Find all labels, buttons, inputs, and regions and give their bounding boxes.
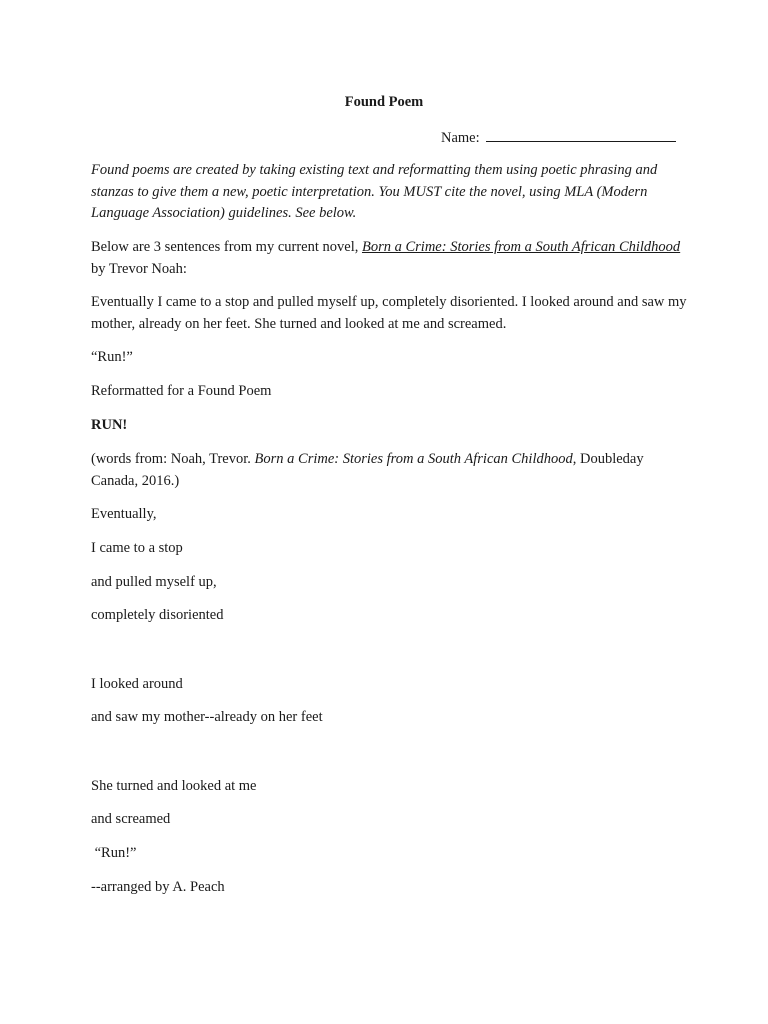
poem-line: She turned and looked at me [91,778,257,794]
name-field [441,127,676,147]
citation-tail: , Doubleday Canada, 2016.) [91,451,644,489]
poem-line: and screamed [91,811,171,827]
document-title: Found Poem [344,94,424,110]
sentences-paragraph [91,237,691,280]
sentences-lead: Below are 3 sentences from my current novel, [91,239,362,255]
poem-attribution: --arranged by A. Peach [91,879,225,895]
excerpt-paragraph: Eventually I came to a stop and pulled myself up, completely disoriented. I looked around and saw my mother, already on her feet. She turned and looked at me and screamed. [91,294,687,332]
poem-line: I looked around [91,676,183,692]
poem-line: I came to a stop [91,540,183,556]
book-title: Born a Crime: Stories from a South African Childhood [361,239,681,255]
name-label: Name: [441,130,480,146]
reformatted-label: Reformatted for a Found Poem [91,383,272,399]
poem-title: RUN! [91,417,128,433]
sentences-tail: by Trevor Noah: [91,260,187,277]
poem-line: completely disoriented [91,607,224,623]
name-blank-line [486,127,676,142]
citation-lead: (words from: Noah, Trevor. [91,451,255,467]
poem-line: “Run!” [91,845,137,861]
citation-title: Born a Crime: Stories from a South African Childhood [254,451,573,467]
citation-paragraph [91,449,691,492]
poem-line: Eventually, [91,506,157,522]
excerpt-quote: “Run!” [91,349,133,365]
poem-line: and saw my mother--already on her feet [91,709,323,725]
poem-line: and pulled myself up, [91,574,217,590]
intro-paragraph: Found poems are created by taking existing text and reformatting them using poetic phrasing and stanzas to give them a new, poetic interpretation. You MUST cite the novel, using MLA (Modern Language Association) guidelines. See below. [91,162,658,221]
